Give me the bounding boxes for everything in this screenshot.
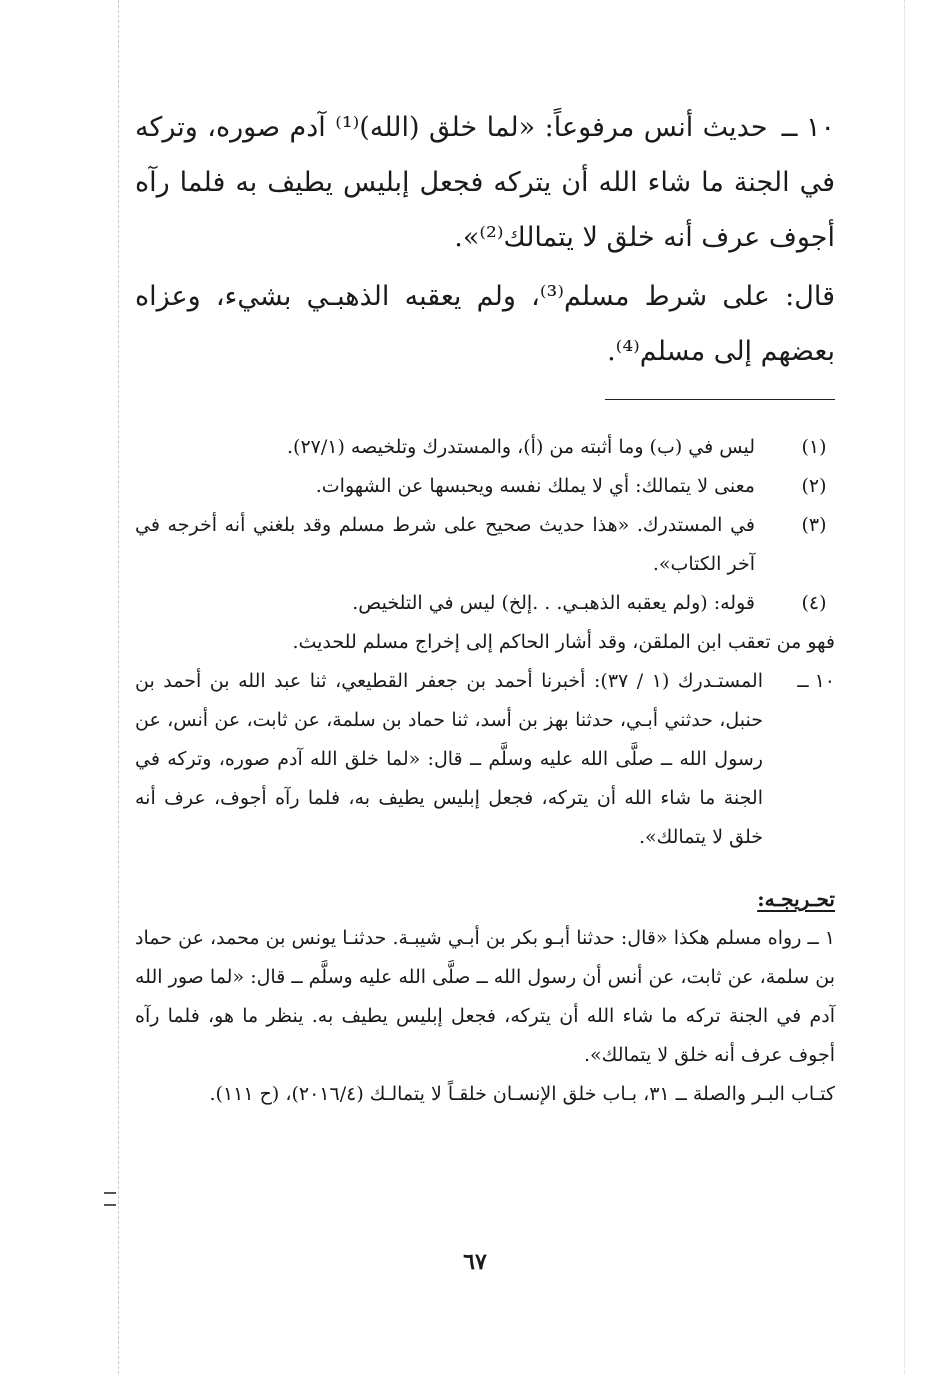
footnote-3 bbox=[135, 506, 835, 584]
footnote-number: (٤) bbox=[801, 592, 827, 614]
takhrij-heading: تحـريجـه: bbox=[757, 887, 835, 911]
hadith-number: ١٠ ــ bbox=[781, 112, 835, 143]
takhrij-paragraph-2: كتـاب البـر والصلة ــ ٣١، بـاب خلق الإنسـان خلقـاً لا يتمالـك (٢٠١٦/٤)، (ح ١١١). bbox=[209, 1083, 835, 1105]
source-text: المستـدرك (١ / ٣٧): أخبرنا أحمد بن جعفر القطيعي، ثنا عبد الله بن أحمد بن حنبل، حدثني أبـي، حدثنا بهز بن أسد، ثنا حماد بن سلمة، عن ثابت، عن أنس، عن رسول الله ــ صلَّى الله عليه وسلَّم ــ قال: «لما خلق الله آدم صوره، وتركه في الجنة ما شاء الله أن يتركه، فجعل إبليس يطيف به، فلما رآه أجوف، عرف أنه خلق لا يتمالك». bbox=[135, 670, 763, 848]
takhrij-paragraph-1: ١ ــ رواه مسلم هكذا «قال: حدثنا أبـو بكر بن أبـي شيبـة. حدثنـا يونس بن محمد، عن حماد بن سلمة، عن ثابت، عن أنس أن رسول الله ــ صلَّى الله عليه وسلَّم ــ قال: «لما صور الله آدم في الجنة تركه ما شاء الله أن يتركه، فجعل إبليس يطيف به. ينظر ما هو، فلما رآه أجوف عرف أنه خلق لا يتمالك». bbox=[135, 927, 835, 1066]
footnote-text: قوله: (ولم يعقبه الذهبـي. . .إلخ) ليس في التلخيص. bbox=[352, 592, 755, 614]
footnote-separator bbox=[605, 399, 835, 400]
footnote-number: (١) bbox=[801, 436, 827, 458]
footnote-4 bbox=[135, 584, 835, 623]
margin-mark bbox=[104, 1192, 116, 1206]
footnote-2 bbox=[135, 467, 835, 506]
hadith-text: حديث أنس مرفوعاً: «لما خلق (الله)⁽¹⁾ آدم صوره، وتركه في الجنة ما شاء الله أن يتركه فجعل إبليس يطيف به فلما رآه أجوف عرف أنه خلق لا يتمالك⁽²⁾». bbox=[135, 112, 835, 253]
scan-right-edge bbox=[904, 0, 905, 1374]
footnote-number: (٢) bbox=[801, 475, 827, 497]
footnote-text: ليس في (ب) وما أثبته من (أ)، والمستدرك وتلخيصه (٢٧/١). bbox=[286, 436, 755, 458]
page-number: ٦٧ bbox=[463, 1249, 487, 1275]
book-page bbox=[135, 100, 835, 1105]
source-paragraph bbox=[135, 662, 835, 857]
footnote-continuation: فهو من تعقب ابن الملقن، وقد أشار الحاكم إلى إخراج مسلم للحديث. bbox=[292, 631, 835, 653]
qal-paragraph: قال: على شرط مسلم⁽³⁾، ولم يعقبه الذهبـي بشيء، وعزاه بعضهم إلى مسلم⁽⁴⁾. bbox=[135, 281, 835, 367]
hadith-paragraph bbox=[135, 100, 835, 265]
footnotes-block bbox=[135, 428, 835, 1114]
section-spacer bbox=[135, 857, 835, 879]
footnote-text: في المستدرك. «هذا حديث صحيح على شرط مسلم وقد بلغني أنه أخرجه في آخر الكتاب». bbox=[135, 514, 755, 575]
footnote-1 bbox=[135, 428, 835, 467]
main-text-block bbox=[135, 100, 835, 379]
source-number: ١٠ ــ bbox=[797, 670, 835, 692]
footnote-number: (٣) bbox=[801, 514, 827, 536]
footnote-text: معنى لا يتمالك: أي لا يملك نفسه ويحبسها عن الشهوات. bbox=[315, 475, 755, 497]
scan-left-edge bbox=[118, 0, 119, 1374]
